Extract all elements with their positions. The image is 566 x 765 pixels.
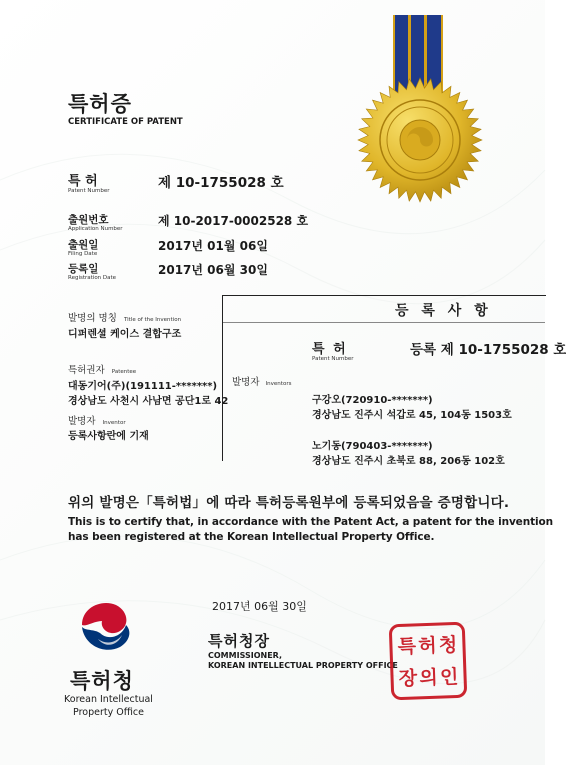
inventor-label-english: Inventor bbox=[102, 420, 126, 426]
inventor-value: 등록사항란에 기재 bbox=[68, 431, 149, 442]
inventor-label bbox=[68, 413, 126, 427]
seal-character: 장 bbox=[398, 667, 418, 691]
invention-title-label bbox=[68, 310, 181, 324]
application-number-label-english: Application Number bbox=[68, 226, 123, 232]
patent-number-value: 제 10-1755028 호 bbox=[158, 175, 284, 191]
kipo-name-english-line-1: Korean Intellectual bbox=[64, 694, 153, 705]
filing-date-label-english: Filing Date bbox=[68, 251, 98, 257]
seal-character: 특 bbox=[397, 635, 417, 659]
registration-header-divider bbox=[223, 322, 545, 323]
invention-title-label-english: Title of the Invention bbox=[123, 317, 182, 323]
certification-statement-english-line-2: has been registered at the Korean Intellectual Property Office. bbox=[68, 531, 435, 543]
registration-patent-label: 특 허 bbox=[312, 342, 348, 357]
registration-inventors-label-english: Inventors bbox=[265, 381, 292, 387]
kipo-name-korean: 특허청 bbox=[70, 669, 134, 693]
inventor-2-name: 노기동(790403-*******) bbox=[312, 441, 433, 452]
patentee-label-korean: 특허권자 bbox=[68, 365, 105, 376]
inventor-label-korean: 발명자 bbox=[68, 416, 96, 427]
commissioner-title: 특허청장 bbox=[208, 632, 270, 650]
commissioner-title-english-line-1: COMMISSIONER, bbox=[208, 651, 283, 660]
registration-patent-value: 등록 제 10-1755028 호 bbox=[410, 342, 566, 358]
patent-number-label-english: Patent Number bbox=[68, 188, 110, 194]
patentee-label-english: Patentee bbox=[111, 369, 137, 375]
inventor-1-name: 구강오(720910-*******) bbox=[312, 395, 433, 406]
seal-character: 인 bbox=[439, 665, 459, 689]
registration-date-value: 2017년 06월 30일 bbox=[158, 263, 268, 277]
gold-seal-medal bbox=[355, 75, 485, 205]
certification-statement-korean: 위의 발명은「특허법」에 따라 특허등록원부에 등록되었음을 증명합니다. bbox=[68, 495, 510, 511]
seal-character: 의 bbox=[419, 666, 439, 690]
registration-inventors-label bbox=[232, 374, 291, 388]
application-number-value: 제 10-2017-0002528 호 bbox=[158, 214, 309, 228]
filing-date-label: 출원일 bbox=[68, 239, 99, 251]
document-title-english: CERTIFICATE OF PATENT bbox=[68, 117, 183, 127]
patentee-address: 경상남도 사천시 사남면 공단1로 42 bbox=[68, 396, 229, 407]
seal-character: 허 bbox=[417, 634, 438, 658]
patentee-name: 대동기어(주)(191111-*******) bbox=[68, 381, 218, 392]
patentee-label bbox=[68, 362, 136, 376]
application-number-label: 출원번호 bbox=[68, 214, 109, 226]
registration-details-header: 등 록 사 항 bbox=[395, 303, 492, 319]
kipo-taegeuk-logo bbox=[76, 595, 136, 657]
filing-date-value: 2017년 01월 06일 bbox=[158, 239, 268, 253]
patent-number-label: 특 허 bbox=[68, 174, 98, 189]
registration-inventors-label-korean: 발명자 bbox=[232, 377, 260, 388]
registration-date-label: 등록일 bbox=[68, 263, 99, 275]
commissioner-title-english-line-2: KOREAN INTELLECTUAL PROPERTY OFFICE bbox=[208, 661, 398, 670]
invention-title-label-korean: 발명의 명칭 bbox=[68, 313, 117, 324]
seal-character: 청 bbox=[438, 633, 458, 657]
registration-patent-label-english: Patent Number bbox=[312, 356, 354, 362]
invention-title-value: 디퍼렌셜 케이스 결합구조 bbox=[68, 329, 182, 340]
registration-date-label-english: Registration Date bbox=[68, 275, 117, 281]
document-title: 특허증 bbox=[68, 92, 132, 116]
inventor-2-address: 경상남도 진주시 초북로 88, 206동 102호 bbox=[312, 456, 505, 467]
kipo-name-english-line-2: Property Office bbox=[73, 707, 144, 718]
inventor-1-address: 경상남도 진주시 석갑로 45, 104동 1503호 bbox=[312, 410, 512, 421]
certification-statement-english-line-1: This is to certify that, in accordance with the Patent Act, a patent for the invention bbox=[68, 516, 553, 528]
issue-date: 2017년 06월 30일 bbox=[212, 600, 307, 613]
official-red-seal bbox=[389, 622, 468, 701]
